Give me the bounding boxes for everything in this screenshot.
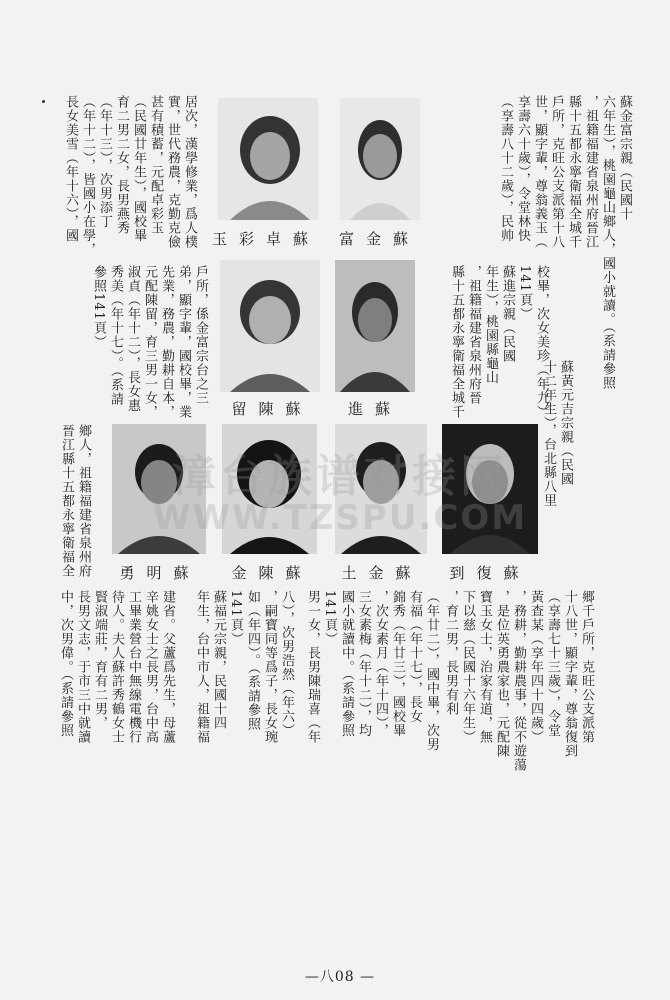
photo-caption: 蘇明勇: [119, 564, 201, 582]
top-far-left-text: [48, 95, 198, 295]
text-line: 年生），桃園縣龜山: [483, 265, 498, 385]
text-line: （年十三），次男添丁: [97, 95, 112, 229]
text-line: 下以慈（民國十六年生）: [460, 590, 475, 744]
text-line: 三女素梅（年十二），均: [356, 590, 371, 738]
text-line: ，祖籍福建省泉州府晉: [466, 265, 481, 405]
bottom-side-left-text: [58, 424, 92, 584]
text-line: 晉江縣十五都永寧衛福全: [59, 424, 74, 578]
text-line: 八），次男浩然（年六）: [279, 590, 294, 738]
watermark-en: WWW.TZSPU.COM: [152, 498, 528, 538]
text-line: ，祖籍福建省泉州府晉江: [583, 95, 598, 249]
photo-caption: 蘇金土: [341, 564, 423, 582]
page-number: —八08 —: [304, 969, 376, 985]
bottom-right-text: [445, 590, 595, 920]
text-line: 黃查某（享年四十四歲）: [528, 590, 543, 744]
text-line: 141頁）: [228, 590, 243, 646]
photo-caption: 蘇金富: [338, 230, 420, 248]
top-middle-text: [448, 265, 550, 420]
text-line: 中，次男偉。（系請參照: [58, 590, 73, 738]
text-line: 有福（年十七），長女: [407, 590, 422, 724]
text-line: 戶所，克旺公支派第十八: [549, 95, 564, 249]
photo-caption: 蘇陳金: [231, 564, 313, 582]
photo-caption: 蘇陳留: [231, 400, 313, 418]
text-line: 縣十五都永寧衛福全城千: [449, 265, 464, 419]
text-line: ，育二男，長男有利: [443, 590, 458, 716]
text-line: 郷千戶所，克旺公支派第: [579, 590, 594, 744]
text-line: 育二男二女，長男燕秀: [114, 95, 129, 235]
ink-dot: [42, 100, 45, 103]
photo-caption: 蘇卓彩玉: [211, 230, 320, 248]
text-line: 校畢，次女美珍（年九）: [534, 265, 549, 419]
text-line: 男一女，長男陳瑞喜（年: [305, 590, 320, 744]
text-line: 長男文志，于市三中就讀: [75, 590, 90, 744]
text-line: 六年生），桃園龜山鄉人，國小就讀。（系請參照: [600, 95, 615, 390]
text-line: 工畢業營台中無線電機行: [126, 590, 141, 744]
bottom-middle-text: [300, 590, 440, 920]
text-line: 蘇福元宗親，民國十四: [211, 590, 226, 730]
portrait-photo: [340, 98, 420, 220]
text-line: 如（年四）。（系請參照: [245, 590, 260, 731]
photo-caption: 蘇進: [347, 400, 402, 418]
text-line: 辛姚女士之長男，台中高: [143, 590, 158, 744]
portrait-photo: [442, 424, 538, 554]
text-line: 戶所，係金富宗台之三: [193, 265, 208, 405]
text-line: 居次，漢學修業，爲人樸: [182, 95, 197, 249]
text-line: 元配陳留，育三男一女，: [142, 265, 157, 419]
text-line: 鄉人，祖籍福建省泉州府: [76, 424, 91, 578]
watermark-cn: 漳台族谱对接网: [172, 451, 508, 502]
text-line: 國小就讀中。（系請參照: [339, 590, 354, 738]
text-line: 弟，顯字輩，國校畢，業: [176, 265, 191, 419]
portrait-photo: [222, 424, 317, 554]
text-line: （享壽八十二歲），民帅: [498, 95, 513, 243]
text-line: （享壽七十三歲），令堂: [545, 590, 560, 738]
portrait-photo: [335, 260, 415, 392]
text-line: 享壽六十歲），令堂林快: [515, 95, 530, 243]
text-line: 世，顯字輩，尊翁義玉（: [532, 95, 547, 249]
text-line: 141頁）: [517, 265, 532, 321]
bottom-far-left-text: [48, 590, 176, 920]
text-line: 141頁）: [322, 590, 337, 646]
portrait-photo: [218, 98, 318, 220]
portrait-photo: [112, 424, 206, 554]
text-line: ，次女素月（年十四），: [373, 590, 388, 738]
text-line: 長女美雪（年十六），國: [63, 95, 78, 243]
text-line: 參照141頁）: [91, 265, 106, 349]
text-line: 年生，台中市人，祖籍福: [194, 590, 209, 744]
text-line: ，是位英勇農家也，元配陳: [494, 590, 509, 758]
text-line: 十二年生），台北縣八里: [541, 360, 556, 508]
text-line: （年廿二），國中畢，次男: [424, 590, 439, 752]
photo-caption: 蘇復到: [449, 564, 531, 582]
text-line: （民國廿年生），國校畢: [131, 95, 146, 243]
text-line: 縣十五都永寧衛福全城千: [566, 95, 581, 249]
text-line: 待人。夫人蘇許秀鶴女士: [109, 590, 124, 744]
portrait-photo: [335, 424, 427, 554]
text-line: 賢淑端莊，育有二男，: [92, 590, 107, 730]
text-line: 蘇金富宗親（民國十: [617, 95, 632, 221]
text-line: 蘇黃元吉宗親（民國: [558, 360, 573, 486]
text-line: ，嗣寶同等爲子，長女琬: [262, 590, 277, 744]
text-line: 建省。父蘆爲先生，母蘆: [160, 590, 175, 744]
text-line: 寶玉女士，治家有道，無: [477, 590, 492, 744]
bottom-left-text: [180, 590, 295, 920]
text-line: 蘇進宗親（民國: [500, 265, 515, 363]
text-line: 秀美（年十七）。（系請: [108, 265, 123, 406]
text-line: （年十二），皆國小在學，: [80, 95, 95, 257]
text-line: [48, 930, 49, 931]
text-line: 十八世，顯字輩，尊翁復到: [562, 590, 577, 758]
portrait-photo: [220, 260, 320, 392]
text-line: 先業，務農，勤耕自本，: [159, 265, 174, 419]
text-line: 甚有積蓄，元配卓彩玉: [148, 95, 163, 235]
text-line: 淑貞（年十二），長女惠: [125, 265, 140, 413]
text-line: ，務耕，勤耕農事，從不遊蕩: [511, 590, 526, 772]
text-line: 實，世代務農，克勤克儉: [165, 95, 180, 249]
text-line: 錦秀（年廿三），國校畢: [390, 590, 405, 738]
